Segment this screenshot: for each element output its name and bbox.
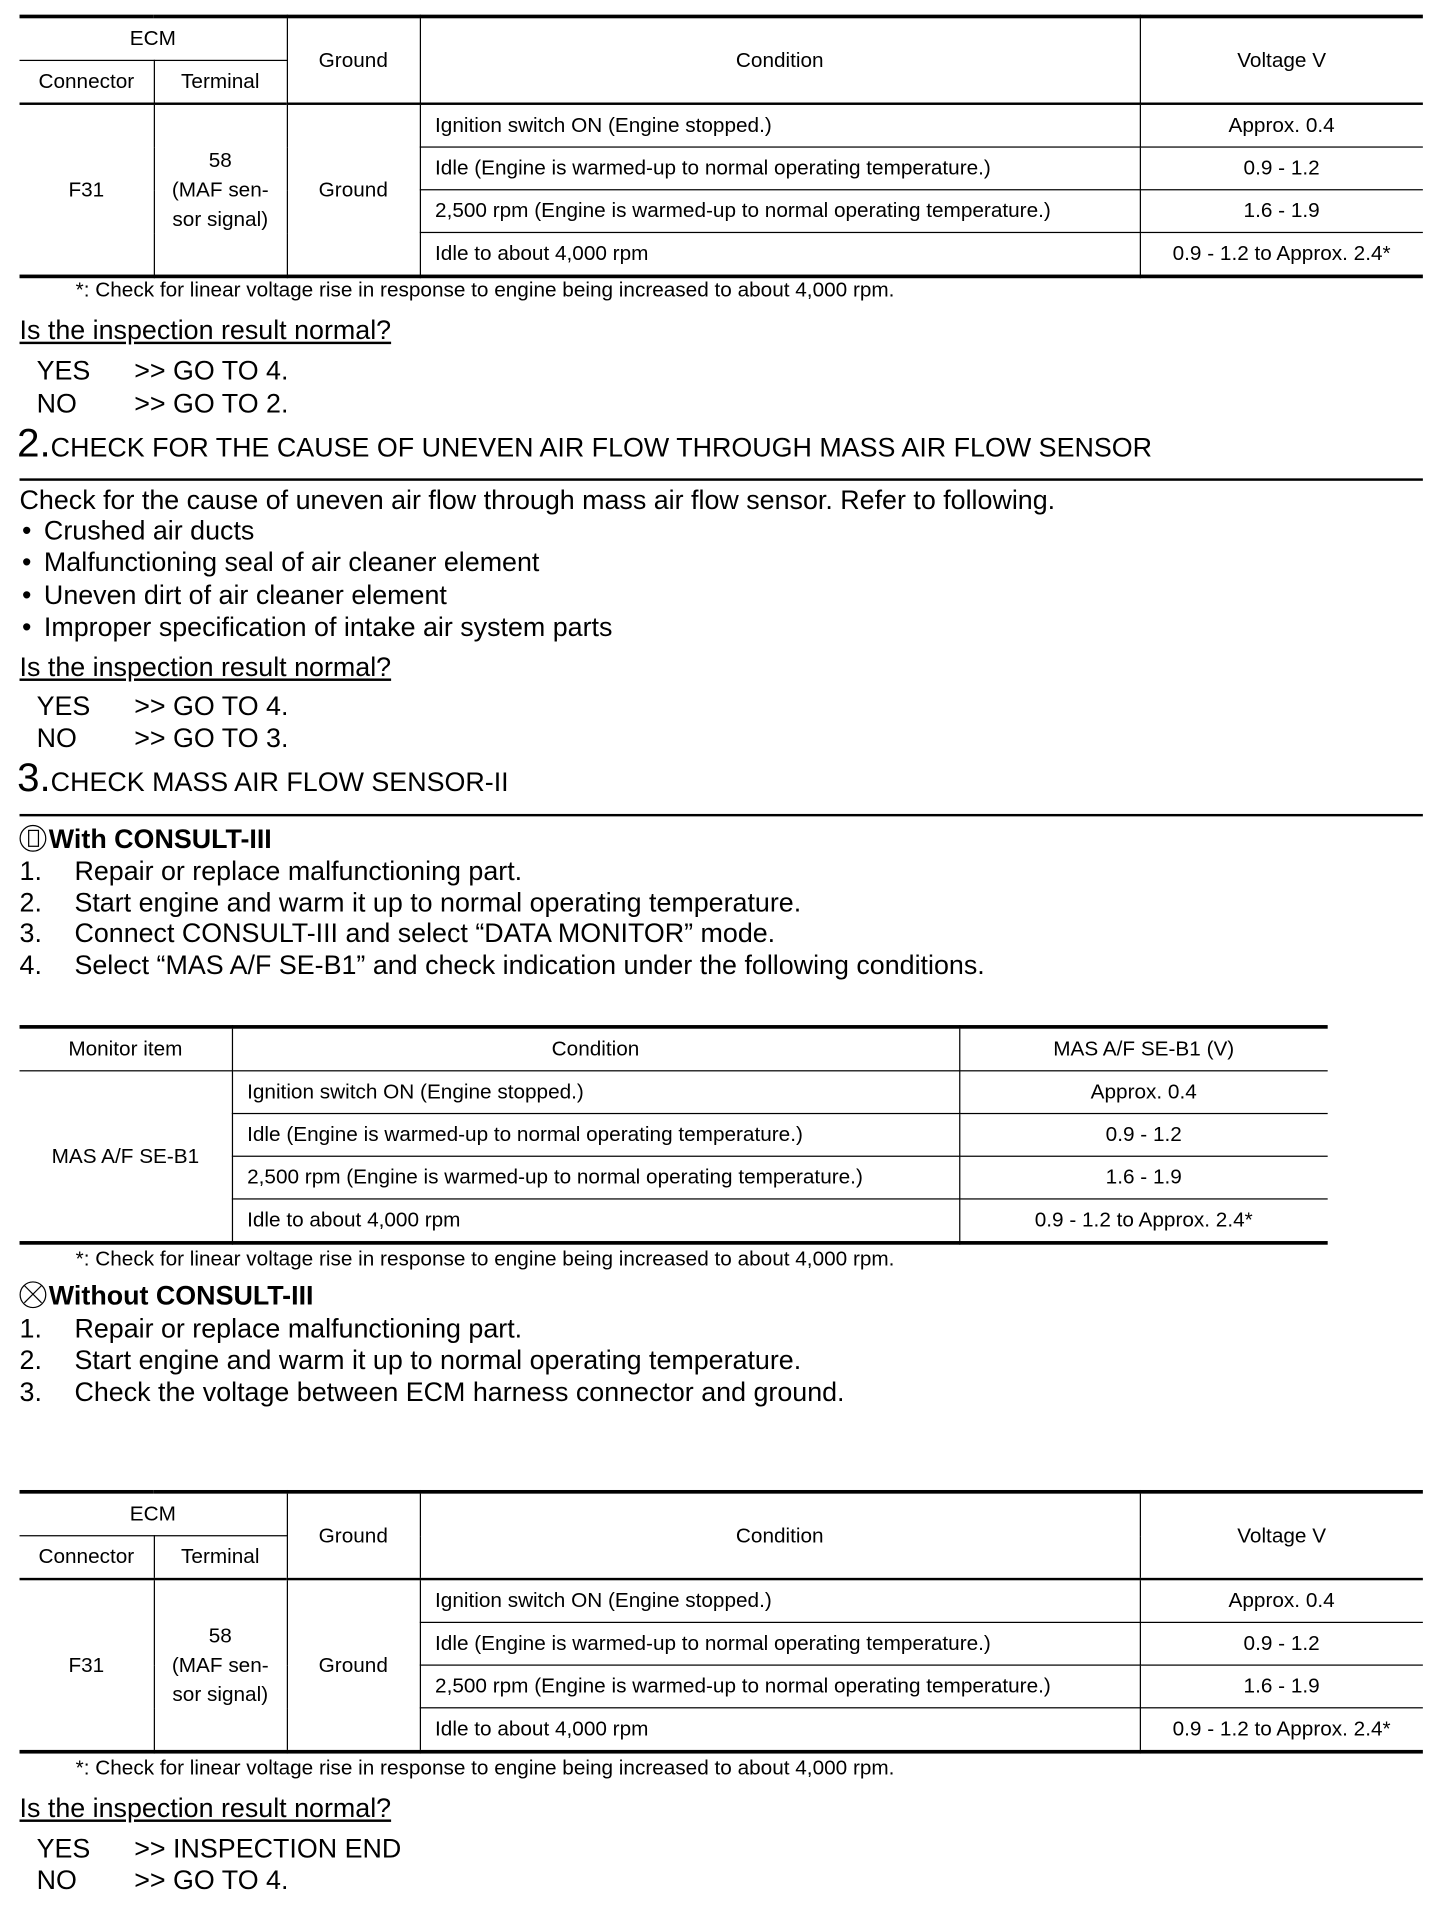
condition-cell: Idle (Engine is warmed-up to normal operating temperature.)	[420, 1622, 1140, 1665]
divider	[20, 814, 1423, 816]
step-index: 2.	[19, 887, 42, 918]
terminal-line: sor signal)	[172, 1682, 269, 1706]
step-index: 2.	[19, 1344, 42, 1376]
answer-yes	[37, 355, 289, 387]
ecm-header: ECM	[20, 1492, 287, 1536]
condition-cell: Idle (Engine is warmed-up to normal operating temperature.)	[420, 147, 1140, 190]
terminal-line: 58	[208, 148, 232, 172]
condition-cell: 2,500 rpm (Engine is warmed-up to normal operating temperature.)	[420, 190, 1140, 233]
answer-yes	[37, 691, 289, 723]
answer-yes	[37, 1833, 402, 1865]
footnote: *: Check for linear voltage rise in response to engine being increased to about 4,000 rpm.	[75, 1247, 895, 1271]
no-action: >> GO TO 3.	[134, 722, 289, 753]
step-text: Repair or replace malfunctioning part.	[74, 855, 523, 886]
table-row	[20, 1027, 1328, 1071]
ground-cell: Ground	[287, 104, 420, 277]
step-2-text: Check for the cause of uneven air flow through mass air flow sensor. Refer to following.	[19, 484, 1056, 515]
voltage-cell: Approx. 0.4	[1140, 1579, 1423, 1622]
terminal-header: Terminal	[154, 60, 287, 103]
numbered-step	[20, 887, 802, 919]
voltage-cell: 0.9 - 1.2	[1140, 1622, 1423, 1665]
decoration	[20, 1492, 1423, 1752]
step-number: 3.	[17, 754, 51, 800]
monitor-item-header: Monitor item	[20, 1027, 232, 1071]
step-index: 3.	[19, 1376, 42, 1408]
decoration	[28, 830, 39, 847]
no-action: >> GO TO 2.	[134, 388, 289, 419]
ground-header: Ground	[287, 16, 420, 103]
step-text: Connect CONSULT-III and select “DATA MONITOR” mode.	[74, 917, 776, 949]
condition-cell: 2,500 rpm (Engine is warmed-up to normal operating temperature.)	[420, 1665, 1140, 1708]
yes-label: YES	[36, 355, 91, 386]
without-consult-heading	[20, 1280, 314, 1312]
yes-label: YES	[36, 1832, 91, 1864]
terminal-line: (MAF sen-	[171, 177, 269, 201]
yes-action: >> GO TO 4.	[134, 355, 289, 386]
consult-tool-icon	[20, 825, 47, 852]
numbered-step	[20, 855, 523, 887]
voltage-cell: 0.9 - 1.2 to Approx. 2.4*	[1140, 232, 1423, 276]
terminal-line: sor signal)	[172, 206, 269, 231]
divider	[20, 478, 1423, 480]
terminal-header: Terminal	[154, 1536, 287, 1579]
step-text: Repair or replace malfunctioning part.	[74, 1313, 523, 1344]
connector-cell: F31	[20, 1579, 154, 1752]
terminal-cell	[154, 1579, 287, 1752]
condition-header: Condition	[420, 16, 1140, 103]
step-title: CHECK FOR THE CAUSE OF UNEVEN AIR FLOW THROUGH MASS AIR FLOW SENSOR	[50, 431, 1153, 463]
bullet-text: Crushed air ducts	[43, 514, 255, 546]
step-text: Check the voltage between ECM harness connector and ground.	[74, 1376, 845, 1408]
step-number: 2.	[17, 419, 51, 465]
numbered-step	[20, 1376, 845, 1408]
condition-cell: Idle (Engine is warmed-up to normal operating temperature.)	[232, 1114, 959, 1157]
ecm-voltage-table-1	[20, 15, 1423, 279]
numbered-step	[20, 949, 985, 981]
inspection-question: Is the inspection result normal?	[19, 651, 392, 683]
table-row	[20, 1071, 1328, 1114]
condition-header: Condition	[420, 1492, 1140, 1579]
answer-no	[37, 1865, 289, 1897]
bullet-item	[22, 547, 539, 579]
monitor-item: MAS A/F SE-B1	[20, 1071, 232, 1243]
numbered-step	[20, 1313, 523, 1345]
without-consult-title: Without CONSULT-III	[48, 1280, 314, 1311]
table-row	[20, 1492, 1423, 1536]
step-text: Select “MAS A/F SE-B1” and check indication under the following conditions.	[74, 949, 985, 980]
condition-cell: Ignition switch ON (Engine stopped.)	[420, 1579, 1140, 1622]
inspection-question: Is the inspection result normal?	[19, 1792, 392, 1824]
step-index: 1.	[19, 855, 42, 886]
numbered-step	[20, 918, 776, 950]
no-action: >> GO TO 4.	[134, 1864, 289, 1896]
footnote: *: Check for linear voltage rise in response to engine being increased to about 4,000 rpm.	[75, 1756, 895, 1780]
voltage-cell: 0.9 - 1.2 to Approx. 2.4*	[1140, 1708, 1423, 1752]
yes-action: >> GO TO 4.	[134, 690, 289, 722]
no-label: NO	[36, 1864, 77, 1896]
ground-cell: Ground	[287, 1579, 420, 1752]
ecm-header: ECM	[20, 16, 287, 60]
inspection-question: Is the inspection result normal?	[19, 314, 392, 346]
with-consult-heading	[20, 824, 272, 856]
condition-cell: 2,500 rpm (Engine is warmed-up to normal operating temperature.)	[232, 1156, 959, 1199]
table-row	[20, 104, 1423, 147]
data-monitor-table	[20, 1025, 1328, 1245]
step-title: CHECK MASS AIR FLOW SENSOR-II	[50, 766, 509, 797]
voltage-cell: 1.6 - 1.9	[1140, 1665, 1423, 1708]
connector-header: Connector	[20, 60, 154, 103]
decoration	[20, 1027, 1328, 1243]
voltage-cell: Approx. 0.4	[1140, 104, 1423, 147]
voltage-cell: 1.6 - 1.9	[1140, 190, 1423, 233]
value-cell: Approx. 0.4	[959, 1071, 1328, 1114]
bullet-marker: •	[21, 579, 32, 611]
with-consult-title: With CONSULT-III	[48, 823, 272, 855]
footnote: *: Check for linear voltage rise in response to engine being increased to about 4,000 rpm.	[75, 278, 895, 302]
step-index: 1.	[19, 1313, 42, 1344]
no-label: NO	[36, 722, 77, 753]
voltage-header: Voltage V	[1140, 1492, 1423, 1579]
voltage-cell: 0.9 - 1.2	[1140, 147, 1423, 190]
yes-label: YES	[36, 690, 91, 722]
bullet-marker: •	[21, 611, 32, 642]
value-cell: 0.9 - 1.2 to Approx. 2.4*	[959, 1199, 1328, 1243]
no-consult-icon	[20, 1281, 47, 1308]
connector-cell: F31	[20, 104, 154, 277]
bullet-marker: •	[21, 546, 32, 578]
condition-cell: Idle to about 4,000 rpm	[420, 232, 1140, 276]
step-text: Start engine and warm it up to normal operating temperature.	[74, 887, 802, 918]
value-header: MAS A/F SE-B1 (V)	[959, 1027, 1328, 1071]
answer-no	[37, 388, 289, 420]
bullet-text: Improper specification of intake air system parts	[43, 611, 613, 642]
terminal-line: 58	[208, 1623, 232, 1647]
condition-cell: Idle to about 4,000 rpm	[420, 1708, 1140, 1752]
numbered-step	[20, 1345, 802, 1377]
step-2-heading	[17, 420, 1152, 466]
voltage-header: Voltage V	[1140, 16, 1423, 103]
value-cell: 0.9 - 1.2	[959, 1114, 1328, 1157]
connector-header: Connector	[20, 1536, 154, 1579]
step-index: 4.	[19, 949, 42, 980]
condition-cell: Ignition switch ON (Engine stopped.)	[420, 104, 1140, 147]
step-text: Start engine and warm it up to normal operating temperature.	[74, 1344, 802, 1376]
value-cell: 1.6 - 1.9	[959, 1156, 1328, 1199]
bullet-text: Uneven dirt of air cleaner element	[43, 579, 447, 611]
answer-no	[37, 722, 289, 754]
table-row	[20, 16, 1423, 60]
bullet-marker: •	[21, 514, 32, 546]
terminal-cell	[154, 104, 287, 277]
ground-header: Ground	[287, 1492, 420, 1579]
table-row	[20, 1579, 1423, 1622]
condition-header: Condition	[232, 1027, 959, 1071]
condition-cell: Idle to about 4,000 rpm	[232, 1199, 959, 1243]
step-index: 3.	[19, 917, 42, 949]
ecm-voltage-table-2	[20, 1490, 1423, 1754]
bullet-text: Malfunctioning seal of air cleaner element	[43, 546, 540, 578]
bullet-item	[22, 515, 254, 547]
step-3-heading	[17, 754, 509, 800]
no-label: NO	[36, 388, 77, 419]
bullet-item	[22, 580, 447, 612]
bullet-item	[22, 611, 612, 643]
condition-cell: Ignition switch ON (Engine stopped.)	[232, 1071, 959, 1114]
decoration	[20, 16, 1423, 276]
yes-action: >> INSPECTION END	[134, 1832, 402, 1864]
terminal-line: (MAF sen-	[171, 1652, 269, 1677]
